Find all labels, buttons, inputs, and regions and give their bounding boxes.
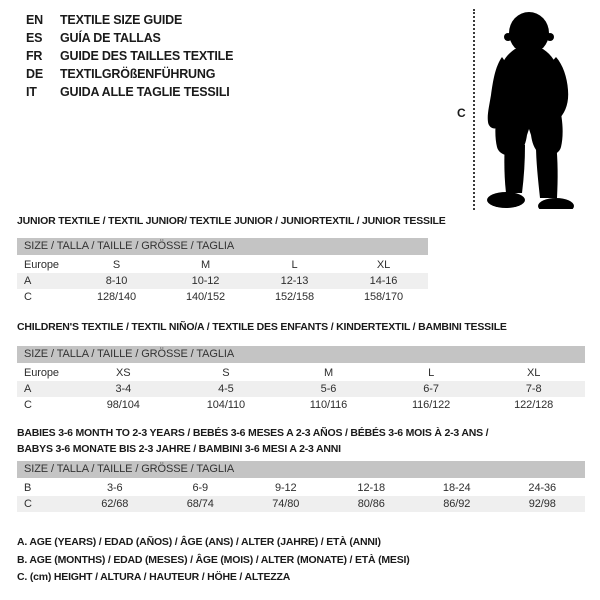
language-label: GUIDA ALLE TAGLIE TESSILI xyxy=(60,85,230,99)
size-cell: 3-6 xyxy=(106,482,123,494)
size-cell: L xyxy=(428,367,435,379)
language-row xyxy=(26,65,233,83)
size-header-bar: SIZE / TALLA / TAILLE / GRÖSSE / TAGLIA xyxy=(17,346,585,363)
language-code: IT xyxy=(26,85,37,99)
language-label: TEXTILE SIZE GUIDE xyxy=(60,13,183,27)
section-title: JUNIOR TEXTILE / TEXTIL JUNIOR/ TEXTILE JUNIOR / JUNIORTEXTIL / JUNIOR TESSILE xyxy=(17,215,446,227)
row-label: C xyxy=(24,498,32,510)
height-measure-label: C xyxy=(457,106,466,120)
size-cell: 10-12 xyxy=(191,275,220,287)
size-cell: 98/104 xyxy=(106,399,140,411)
baby-silhouette-icon xyxy=(482,9,577,209)
size-header-bar: SIZE / TALLA / TAILLE / GRÖSSE / TAGLIA xyxy=(17,238,428,255)
size-cell: 8-10 xyxy=(105,275,128,287)
legend-line: B. AGE (MONTHS) / EDAD (MESES) / ÂGE (MOIS) / ALTER (MONATE) / ETÀ (MESI) xyxy=(17,553,410,566)
size-cell: XS xyxy=(116,367,131,379)
size-cell: 12-13 xyxy=(280,275,309,287)
language-label: GUIDE DES TAILLES TEXTILE xyxy=(60,49,234,63)
size-cell: 86/92 xyxy=(443,498,471,510)
table-row xyxy=(17,381,585,397)
legend-line: A. AGE (YEARS) / EDAD (AÑOS) / ÂGE (ANS) / ALTER (JAHRE) / ETÀ (ANNI) xyxy=(17,536,381,548)
size-cell: 14-16 xyxy=(369,275,398,287)
size-cell: 4-5 xyxy=(218,383,234,395)
row-label: Europe xyxy=(24,367,59,379)
size-cell: 92/98 xyxy=(528,498,556,510)
size-cell: 7-8 xyxy=(525,383,542,395)
size-cell: M xyxy=(200,259,211,271)
row-label: A xyxy=(24,275,32,287)
size-cell: 158/170 xyxy=(363,291,404,303)
size-cell: L xyxy=(291,259,298,271)
size-cell: XL xyxy=(376,259,391,271)
size-cell: 122/128 xyxy=(514,399,554,411)
table-row xyxy=(17,397,585,413)
language-row xyxy=(26,83,233,101)
row-label: B xyxy=(24,482,32,494)
section-junior-textile xyxy=(17,215,446,305)
size-cell: 80/86 xyxy=(357,498,385,510)
section-babies-textile xyxy=(17,425,585,512)
size-cell: 62/68 xyxy=(101,498,129,510)
table-row xyxy=(17,496,585,512)
language-label: TEXTILGRÖßENFÜHRUNG xyxy=(60,67,216,81)
language-code: FR xyxy=(26,49,43,63)
row-label: C xyxy=(24,291,32,303)
table-row xyxy=(17,273,428,289)
size-cell: 74/80 xyxy=(272,498,300,510)
row-label: A xyxy=(24,383,32,395)
size-cell: 116/122 xyxy=(411,399,451,411)
table-row xyxy=(17,480,585,496)
size-header-bar: SIZE / TALLA / TAILLE / GRÖSSE / TAGLIA xyxy=(17,461,585,478)
language-row xyxy=(26,47,233,65)
size-cell: XL xyxy=(527,367,541,379)
size-cell: 12-18 xyxy=(357,482,386,494)
row-label: Europe xyxy=(24,259,59,271)
language-code: DE xyxy=(26,67,43,81)
language-label: GUÍA DE TALLAS xyxy=(60,31,161,45)
height-measure-line xyxy=(473,9,475,210)
size-cell: 6-7 xyxy=(423,383,439,395)
size-cell: 5-6 xyxy=(320,383,337,395)
size-cell: 3-4 xyxy=(115,383,132,395)
size-cell: 24-36 xyxy=(528,482,557,494)
size-cell: S xyxy=(222,367,230,379)
language-list xyxy=(26,11,233,101)
section-title: CHILDREN'S TEXTILE / TEXTIL NIÑO/A / TEXTILE DES ENFANTS / KINDERTEXTIL / BAMBINI TESSILE xyxy=(17,321,507,333)
table-row xyxy=(17,289,428,305)
legend xyxy=(17,534,410,587)
table-row xyxy=(17,365,585,381)
size-cell: 68/74 xyxy=(186,498,214,510)
size-cell: 104/110 xyxy=(206,399,246,411)
size-cell: S xyxy=(112,259,121,271)
size-cell: 128/140 xyxy=(96,291,137,303)
section-childrens-textile xyxy=(17,321,585,413)
row-label: C xyxy=(24,399,32,411)
table-row xyxy=(17,257,428,273)
legend-line: C. (cm) HEIGHT / ALTURA / HAUTEUR / HÖHE / ALTEZZA xyxy=(17,571,291,583)
size-cell: 140/152 xyxy=(185,291,226,303)
size-cell: 110/116 xyxy=(309,399,348,411)
size-cell: 6-9 xyxy=(192,482,209,494)
language-code: EN xyxy=(26,13,43,27)
section-title: BABIES 3-6 MONTH TO 2-3 YEARS / BEBÉS 3-6 MESES A 2-3 AÑOS / BÉBÉS 3-6 MOIS À 2-3 ANS / xyxy=(17,427,489,439)
language-row xyxy=(26,29,233,47)
size-cell: 152/158 xyxy=(274,291,315,303)
size-cell: 18-24 xyxy=(442,482,471,494)
size-cell: M xyxy=(323,367,334,379)
language-code: ES xyxy=(26,31,43,45)
size-cell: 9-12 xyxy=(274,482,297,494)
section-title: BABYS 3-6 MONATE BIS 2-3 JAHRE / BAMBINI 3-6 MESI A 2-3 ANNI xyxy=(17,443,341,455)
language-row xyxy=(26,11,233,29)
